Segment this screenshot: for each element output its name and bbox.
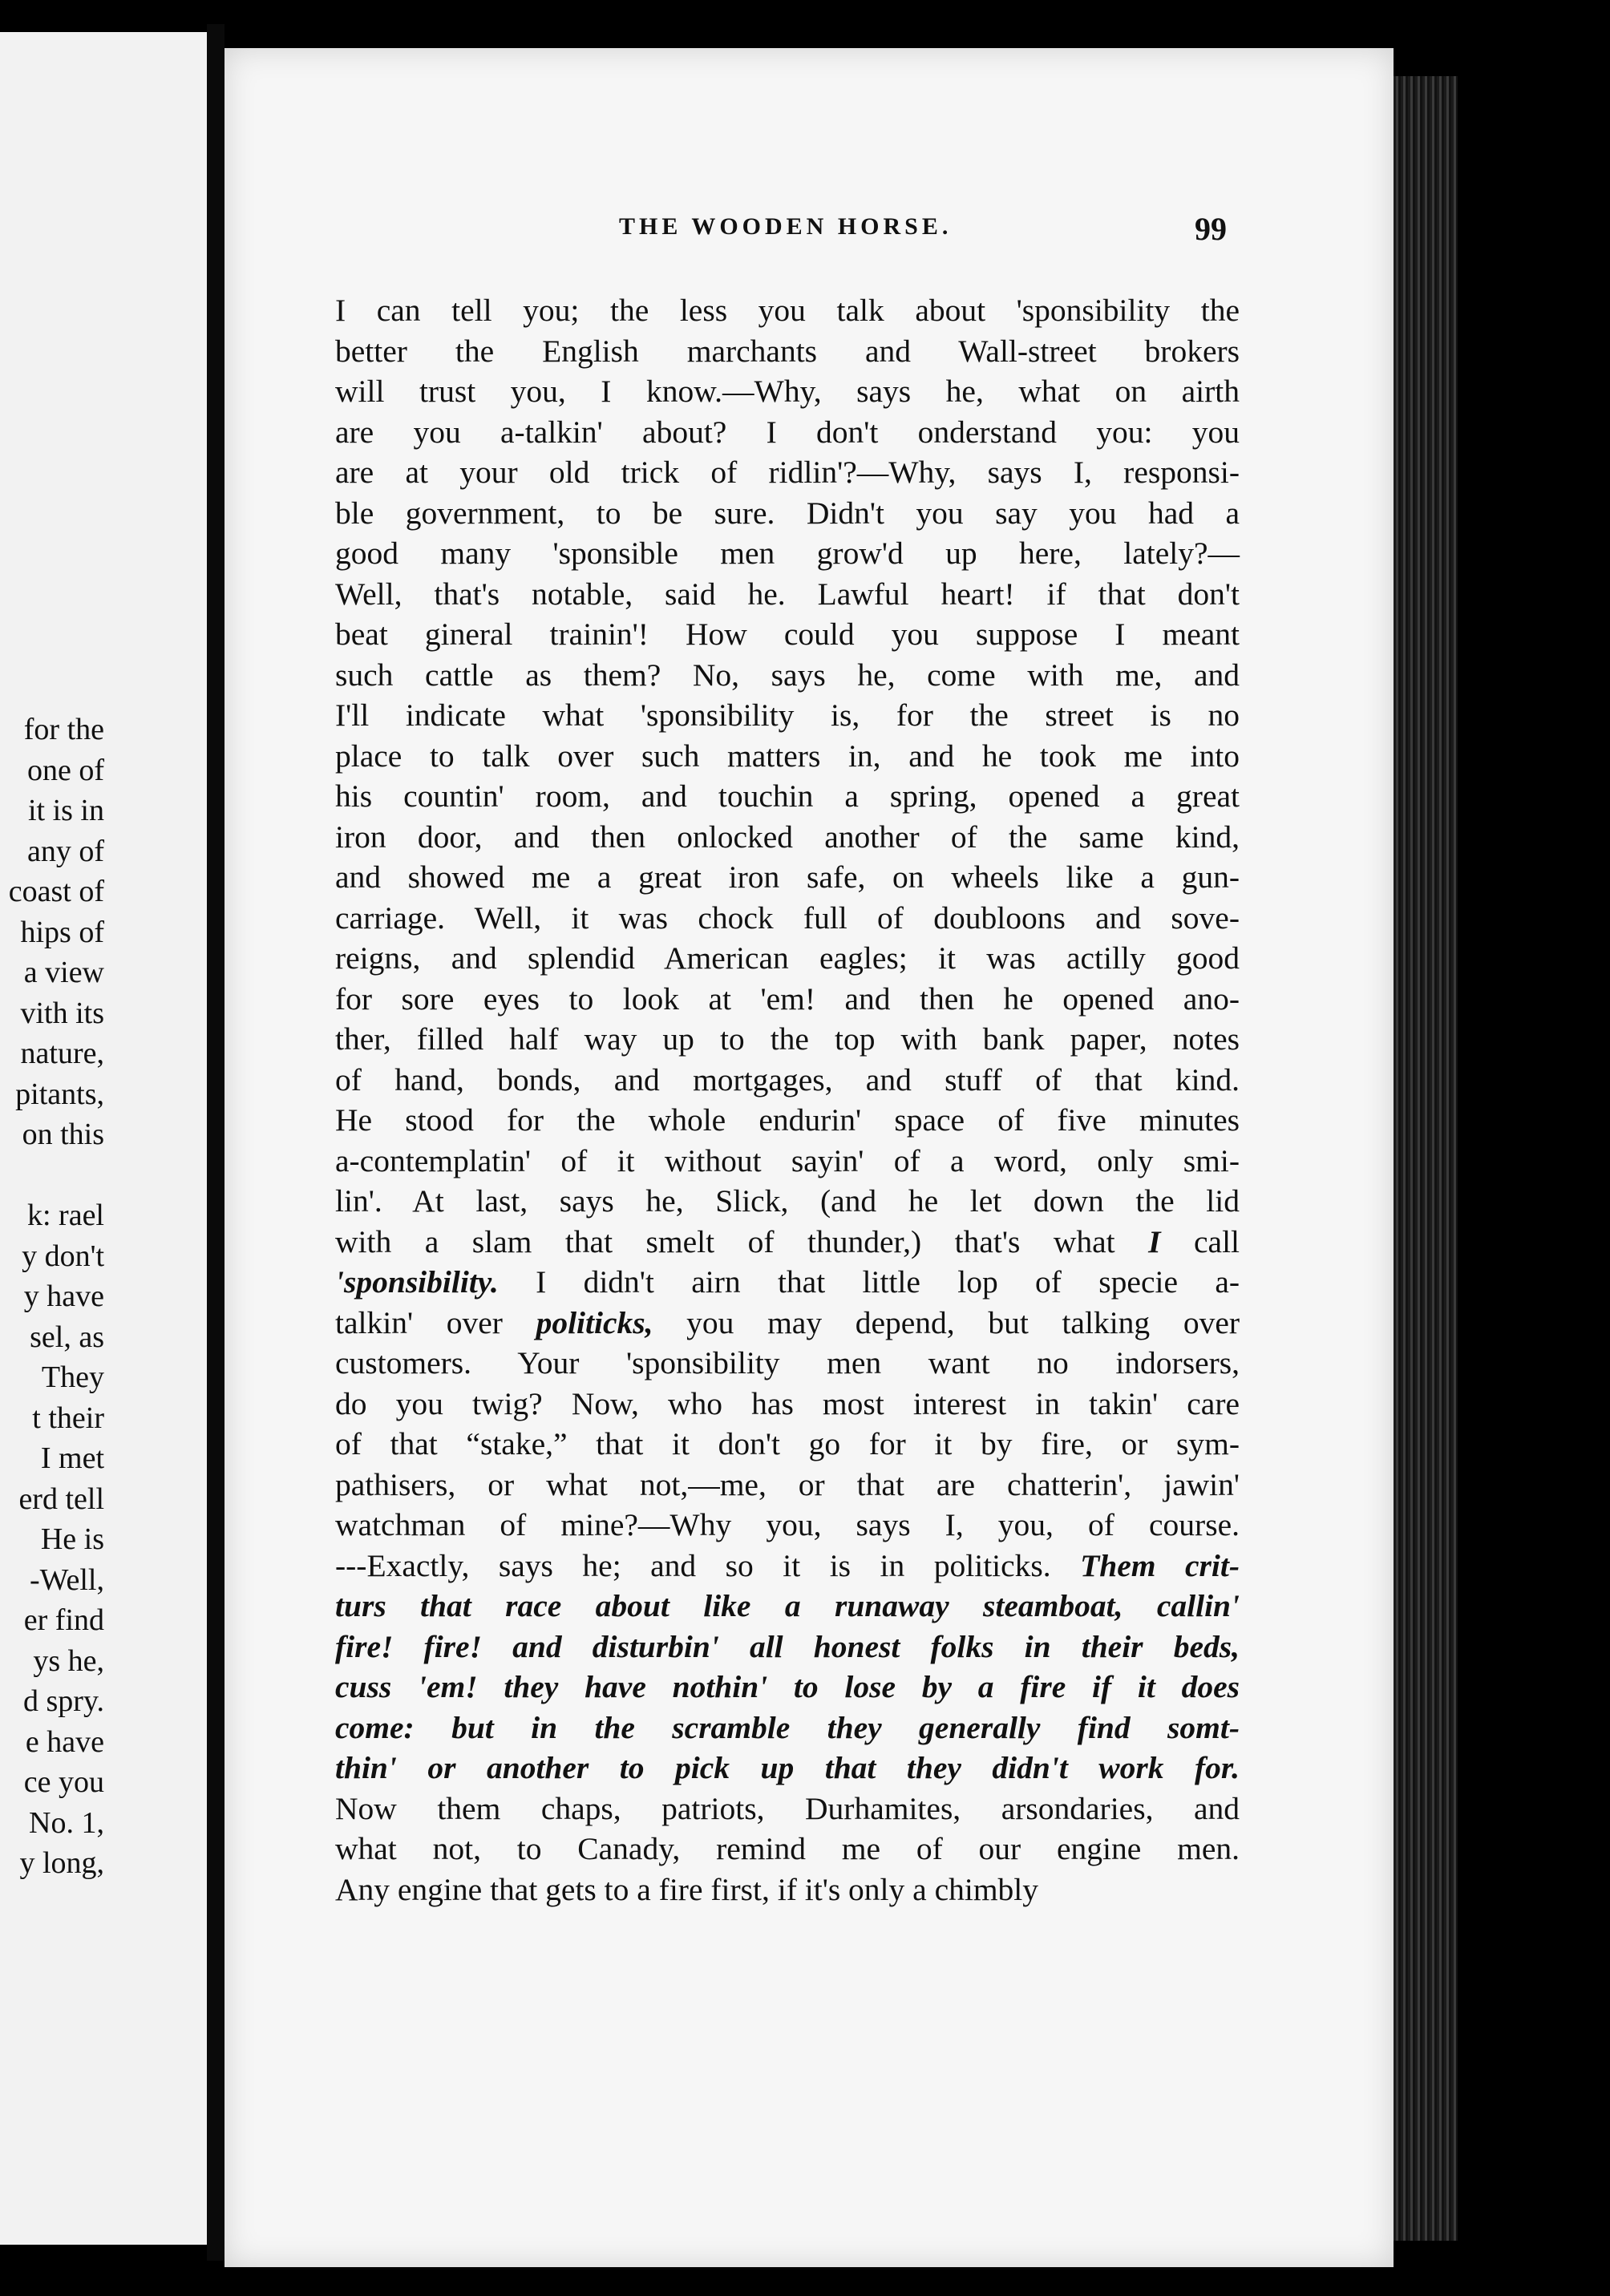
text-line: of hand, bonds, and mortgages, and stuff of that kind. (335, 1061, 1240, 1097)
text-line: pathisers, or what not,—me, or that are chatterin', jawin' (335, 1466, 1240, 1502)
text-line: are at your old trick of ridlin'?—Why, says I, responsi- (335, 455, 1240, 490)
text-line: better the English marchants and Wall-street brokers (335, 333, 1240, 369)
text-line (335, 1303, 1240, 1344)
text-line: will trust you, I know.—Why, says he, what on airth (335, 374, 1240, 409)
left-line: vith its (20, 996, 104, 1030)
left-line: They (41, 1360, 104, 1394)
left-line: -Well, (30, 1562, 104, 1597)
text-line: of that “stake,” that it don't go for it by fire, or sym- (335, 1426, 1240, 1461)
text-line: come: but in the scramble they generally find somt- (335, 1709, 1240, 1745)
left-line: y long, (19, 1846, 104, 1880)
text-line: and showed me a great iron safe, on wheels like a gun- (335, 859, 1240, 895)
text-line: customers. Your 'sponsibility men want no indorsers, (335, 1345, 1240, 1380)
text-run: talkin' over (335, 1304, 503, 1340)
text-line: cuss 'em! they have nothin' to lose by a fire if it does (335, 1669, 1240, 1704)
text-line: such cattle as them? No, says he, come with me, and (335, 657, 1240, 693)
left-line: No. 1, (29, 1805, 104, 1840)
page-number: 99 (1195, 211, 1227, 247)
left-line: nature, (20, 1037, 104, 1070)
left-line (0, 1155, 104, 1196)
running-title: THE WOODEN HORSE. (619, 213, 953, 240)
body-text (335, 290, 1240, 1910)
left-page-fragment (0, 32, 212, 2245)
text-line: watchman of mine?—Why you, says I, you, of course. (335, 1507, 1240, 1542)
text-run: call (1194, 1223, 1240, 1259)
left-line: y don't (22, 1239, 104, 1273)
left-line: k: rael (26, 1199, 104, 1232)
text-line: Well, that's notable, said he. Lawful heart! if that don't (335, 576, 1240, 612)
left-line: one of (26, 753, 104, 787)
left-line: any of (26, 834, 104, 868)
text-line: his countin' room, and touchin a spring, opened a great (335, 778, 1240, 814)
left-line: y have (23, 1279, 104, 1313)
text-line: reigns, and splendid American eagles; it was actilly good (335, 940, 1240, 976)
left-line: erd tell (18, 1481, 104, 1516)
left-line: a view (23, 956, 104, 989)
text-line: good many 'sponsible men grow'd up here, lately?— (335, 536, 1240, 571)
text-line: do you twig? Now, who has most interest in takin' care (335, 1385, 1240, 1421)
text-line: turs that race about like a runaway steamboat, callin' (335, 1588, 1240, 1623)
text-line: for sore eyes to look at 'em! and then he opened ano- (335, 980, 1240, 1017)
text-line: He stood for the whole endurin' space of five minutes (335, 1102, 1240, 1138)
italic-word: I (1148, 1223, 1161, 1259)
left-line: He is (40, 1522, 104, 1556)
text-line: I can tell you; the less you talk about 'sponsibility the (335, 293, 1240, 328)
left-line: ys he, (33, 1643, 104, 1678)
text-run: I didn't airn that little lop of specie a- (536, 1264, 1240, 1300)
left-line: t their (32, 1401, 104, 1435)
left-line: pitants, (15, 1077, 104, 1111)
left-line: coast of (8, 875, 104, 908)
text-line: iron door, and then onlocked another of the same kind, (335, 819, 1240, 855)
book-gutter (207, 24, 225, 2261)
text-line: I'll indicate what 'sponsibility is, for the street is no (335, 697, 1240, 733)
left-page-text (0, 709, 104, 1884)
italic-word: politicks, (536, 1304, 653, 1340)
text-line: fire! fire! and disturbin' all honest folks in their beds, (335, 1628, 1240, 1664)
left-line: on this (22, 1118, 104, 1151)
italic-word: 'sponsibility. (335, 1264, 499, 1300)
text-line (335, 1262, 1240, 1303)
italic-phrase: Them crit- (1080, 1547, 1240, 1583)
text-line: ble government, to be sure. Didn't you say you had a (335, 495, 1240, 531)
left-line: e have (25, 1724, 104, 1759)
text-run: with a slam that smelt of thunder,) that's what (335, 1223, 1115, 1259)
text-line: Any engine that gets to a fire first, if it's only a chimbly (335, 1871, 1039, 1907)
text-run: ---Exactly, says he; and so it is in politicks. (335, 1547, 1051, 1583)
text-line: a-contemplatin' of it without sayin' of a word, only smi- (335, 1142, 1240, 1178)
left-line: d spry. (23, 1684, 104, 1718)
text-line (335, 1222, 1240, 1263)
text-run: you may depend, but talking over (686, 1304, 1240, 1340)
text-line: what not, to Canady, remind me of our engine men. (335, 1831, 1240, 1866)
text-line: Now them chaps, patriots, Durhamites, arsondaries, and (335, 1790, 1240, 1826)
text-line: ther, filled half way up to the top with bank paper, notes (335, 1021, 1240, 1057)
left-line: sel, as (30, 1320, 104, 1354)
left-line: hips of (20, 915, 104, 949)
text-line: lin'. At last, says he, Slick, (and he let down the lid (335, 1183, 1240, 1219)
text-line: are you a-talkin' about? I don't onderstand you: you (335, 414, 1240, 450)
text-line (335, 1546, 1240, 1587)
text-line: thin' or another to pick up that they didn't work for. (335, 1750, 1240, 1785)
page-edges (1394, 76, 1458, 2241)
text-line: beat gineral trainin'! How could you suppose I meant (335, 616, 1240, 652)
text-line: place to talk over such matters in, and he took me into (335, 738, 1240, 774)
left-line: it is in (27, 794, 104, 827)
left-line: ce you (23, 1765, 104, 1799)
text-line: carriage. Well, it was chock full of doubloons and sove- (335, 899, 1240, 936)
left-line: I met (40, 1441, 104, 1475)
left-line: for the (23, 713, 104, 746)
left-line: er find (23, 1603, 104, 1637)
